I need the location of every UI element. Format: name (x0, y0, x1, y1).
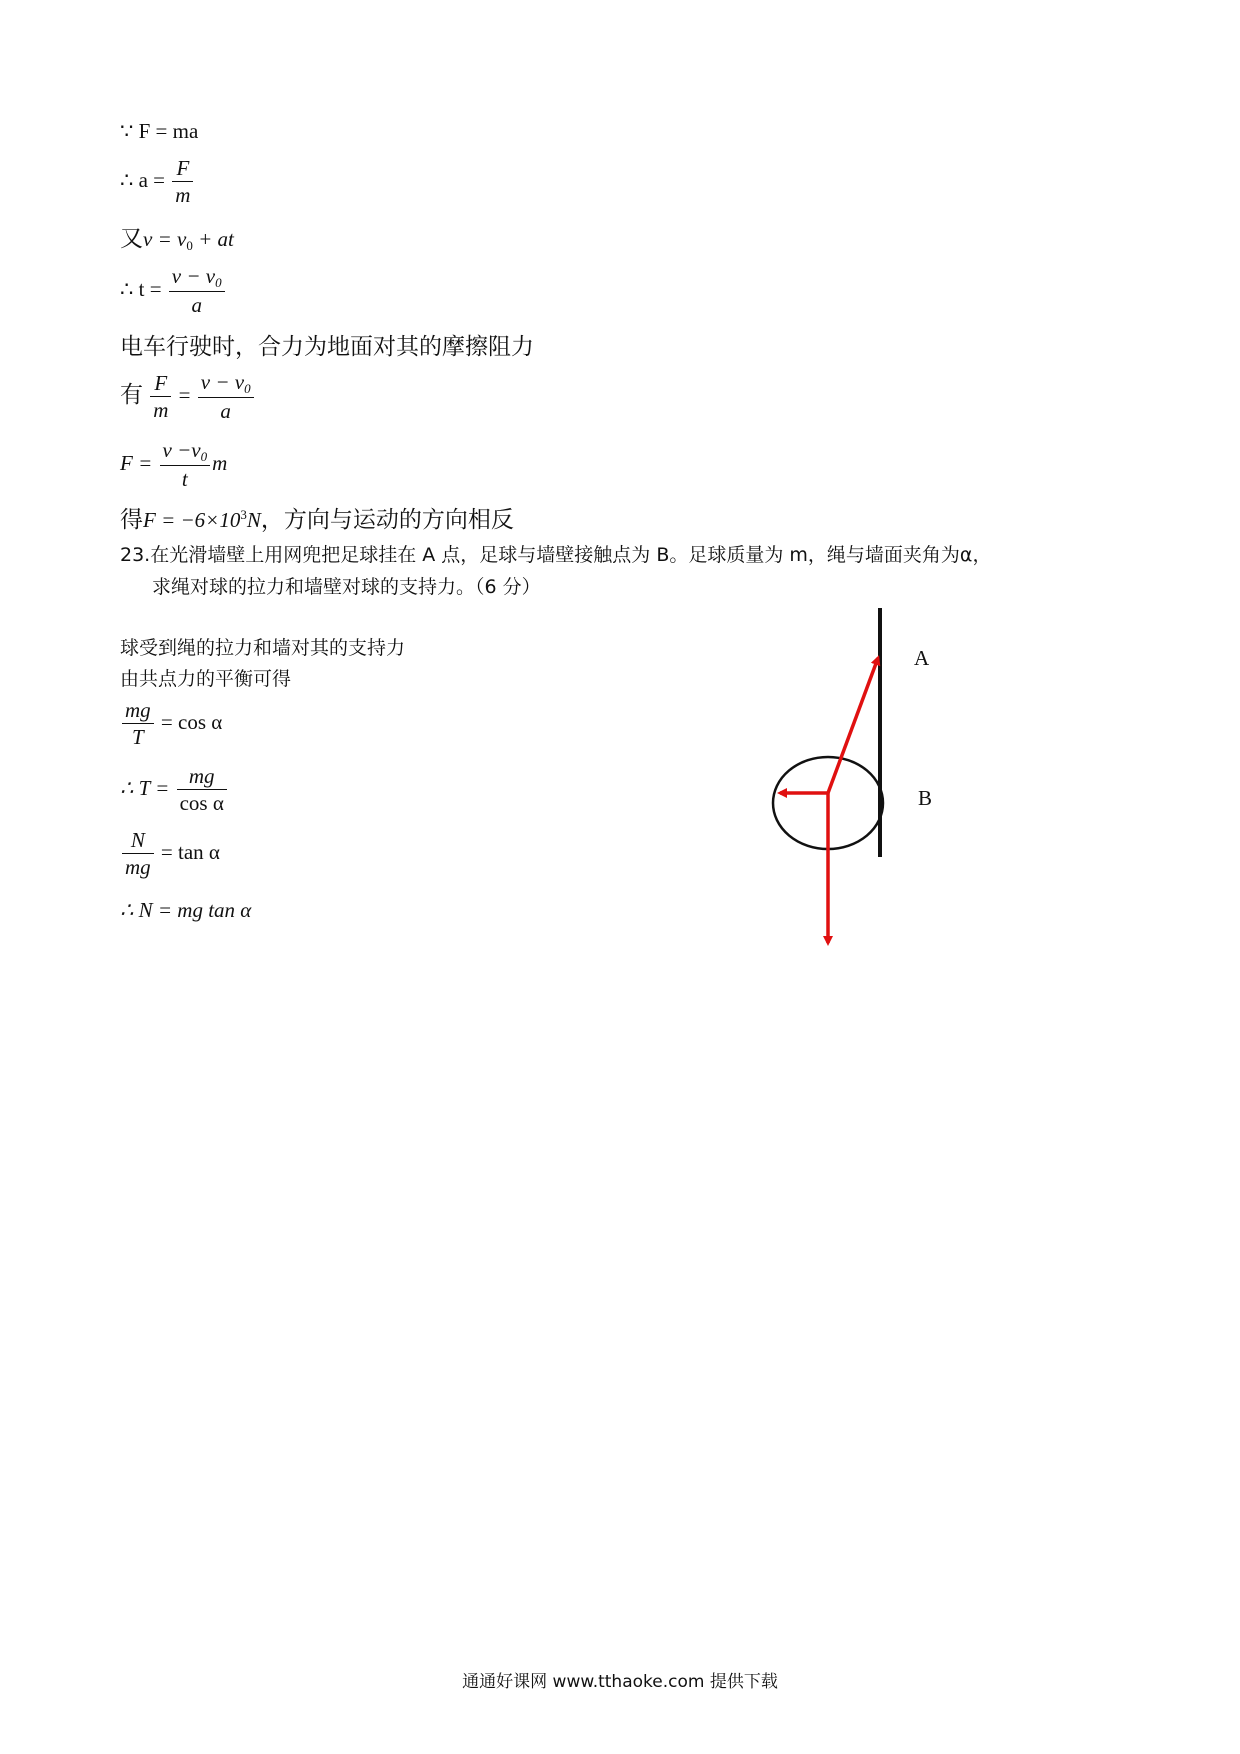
footer-text: 通通好课网 www.tthaoke.com 提供下载 (462, 1672, 778, 1692)
eq-acceleration: ∴ a = $\frac{F}{m}$ (120, 158, 195, 206)
force-diagram (760, 600, 960, 950)
eq-cos: $\frac{mg}{T}$ = cos α (120, 700, 222, 748)
point-a-label: A (914, 646, 930, 670)
eq-force: F = $\frac{v -v_0}{t}$ m (120, 438, 228, 491)
problem-23-line2: 求绳对球的拉力和墙壁对球的支持力。（6 分） (152, 576, 541, 598)
point-b-label: B (918, 786, 933, 810)
result-line: 得$F = -6\times 10^3N$，方向与运动的方向相反 (120, 507, 514, 533)
friction-statement: 电车行驶时，合力为地面对其的摩擦阻力 (120, 334, 534, 360)
solution-text-equilibrium: 由共点力的平衡可得 (120, 668, 292, 690)
eq-time: ∴ t = $\frac{v - v_0}{a}$ (120, 266, 227, 316)
problem-23-line1: 23.在光滑墙壁上用网兜把足球挂在 A 点，足球与墙壁接触点为 B。足球质量为 m，绳与墙面夹角为α， (120, 544, 992, 566)
eq-tan: $\frac{N}{mg}$ = tan α (120, 830, 220, 878)
eq-normal-force: ∴ N = mg tan α (120, 898, 252, 922)
eq-velocity: 又$v = v_0$ + at (120, 226, 234, 253)
eq-newton-second-law: ∵ F = ma (120, 119, 199, 143)
eq-tension: ∴ T = $\frac{mg}{\text{cos α}}$ (120, 766, 229, 814)
eq-force-ratio: 有 $\frac{F}{m}$ = $\frac{v - v_0}{a}$ (120, 372, 256, 422)
solution-text-forces: 球受到绳的拉力和墙对其的支持力 (120, 637, 406, 659)
